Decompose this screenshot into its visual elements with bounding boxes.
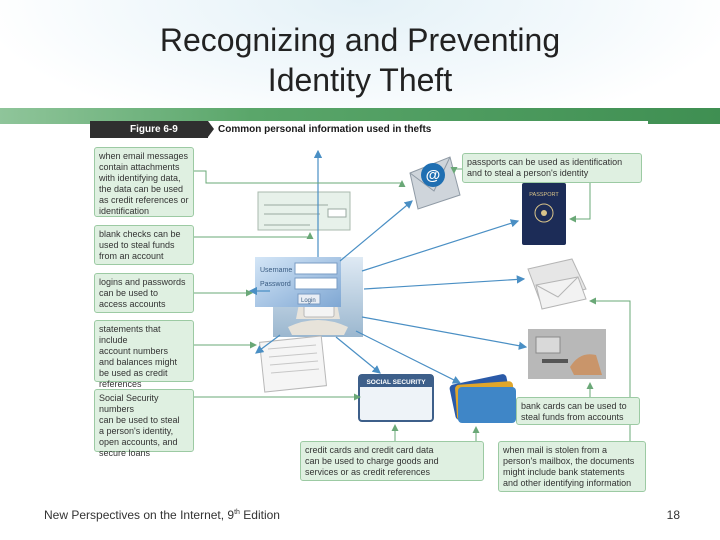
mail-envelopes-image [528, 259, 586, 309]
social-security-card-image [359, 375, 433, 421]
email-envelope-image [410, 157, 460, 209]
passport-word: PASSPORT [529, 192, 559, 198]
bank-statements-image [260, 336, 327, 392]
blank-check-image [258, 192, 350, 230]
figure-caption: Common personal information used in thefts [218, 124, 432, 135]
callout-email-attachments: when email messages contain attachments with identifying data, the data can be used as credit references or identification [94, 147, 194, 217]
identity-theft-figure [90, 121, 648, 492]
slide-title [0, 20, 720, 100]
callout-passports: passports can be used as identification and to steal a person's identity [462, 153, 642, 183]
email-at-symbol: @ [425, 167, 441, 184]
callout-social-security-numbers: Social Security numbers can be used to steal a person's identity, open accounts, and secure loans [94, 389, 194, 452]
callout-stolen-mail: when mail is stolen from a person's mailbox, the documents might include bank statements and other identifying information [498, 441, 646, 492]
title-line-1: Recognizing and Preventing [159, 22, 561, 58]
slide-number: 18 [666, 508, 680, 522]
callout-blank-checks: blank checks can be used to steal funds from an account [94, 225, 194, 265]
figure-label: Figure 6-9 [90, 121, 208, 138]
login-username-label: Username [260, 267, 293, 274]
credit-cards-image [449, 373, 516, 423]
callout-credit-cards: credit cards and credit card data can be used to charge goods and services or as credit references [300, 441, 484, 481]
login-password-label: Password [260, 281, 291, 288]
callout-bank-cards: bank cards can be used to steal funds from accounts [516, 397, 640, 425]
login-button-label: Login [301, 298, 316, 304]
title-line-2: Identity Theft [267, 62, 453, 98]
callout-logins-passwords: logins and passwords can be used to access accounts [94, 273, 194, 313]
atm-image [528, 329, 606, 379]
login-screen-image [255, 257, 341, 307]
ssn-card-title: SOCIAL SECURITY [366, 379, 426, 386]
callout-account-statements: statements that include account numbers and balances might be used as credit references [94, 320, 194, 382]
passport-image [522, 183, 566, 245]
footer-book-title: New Perspectives on the Internet, 9th Edition [44, 508, 280, 522]
